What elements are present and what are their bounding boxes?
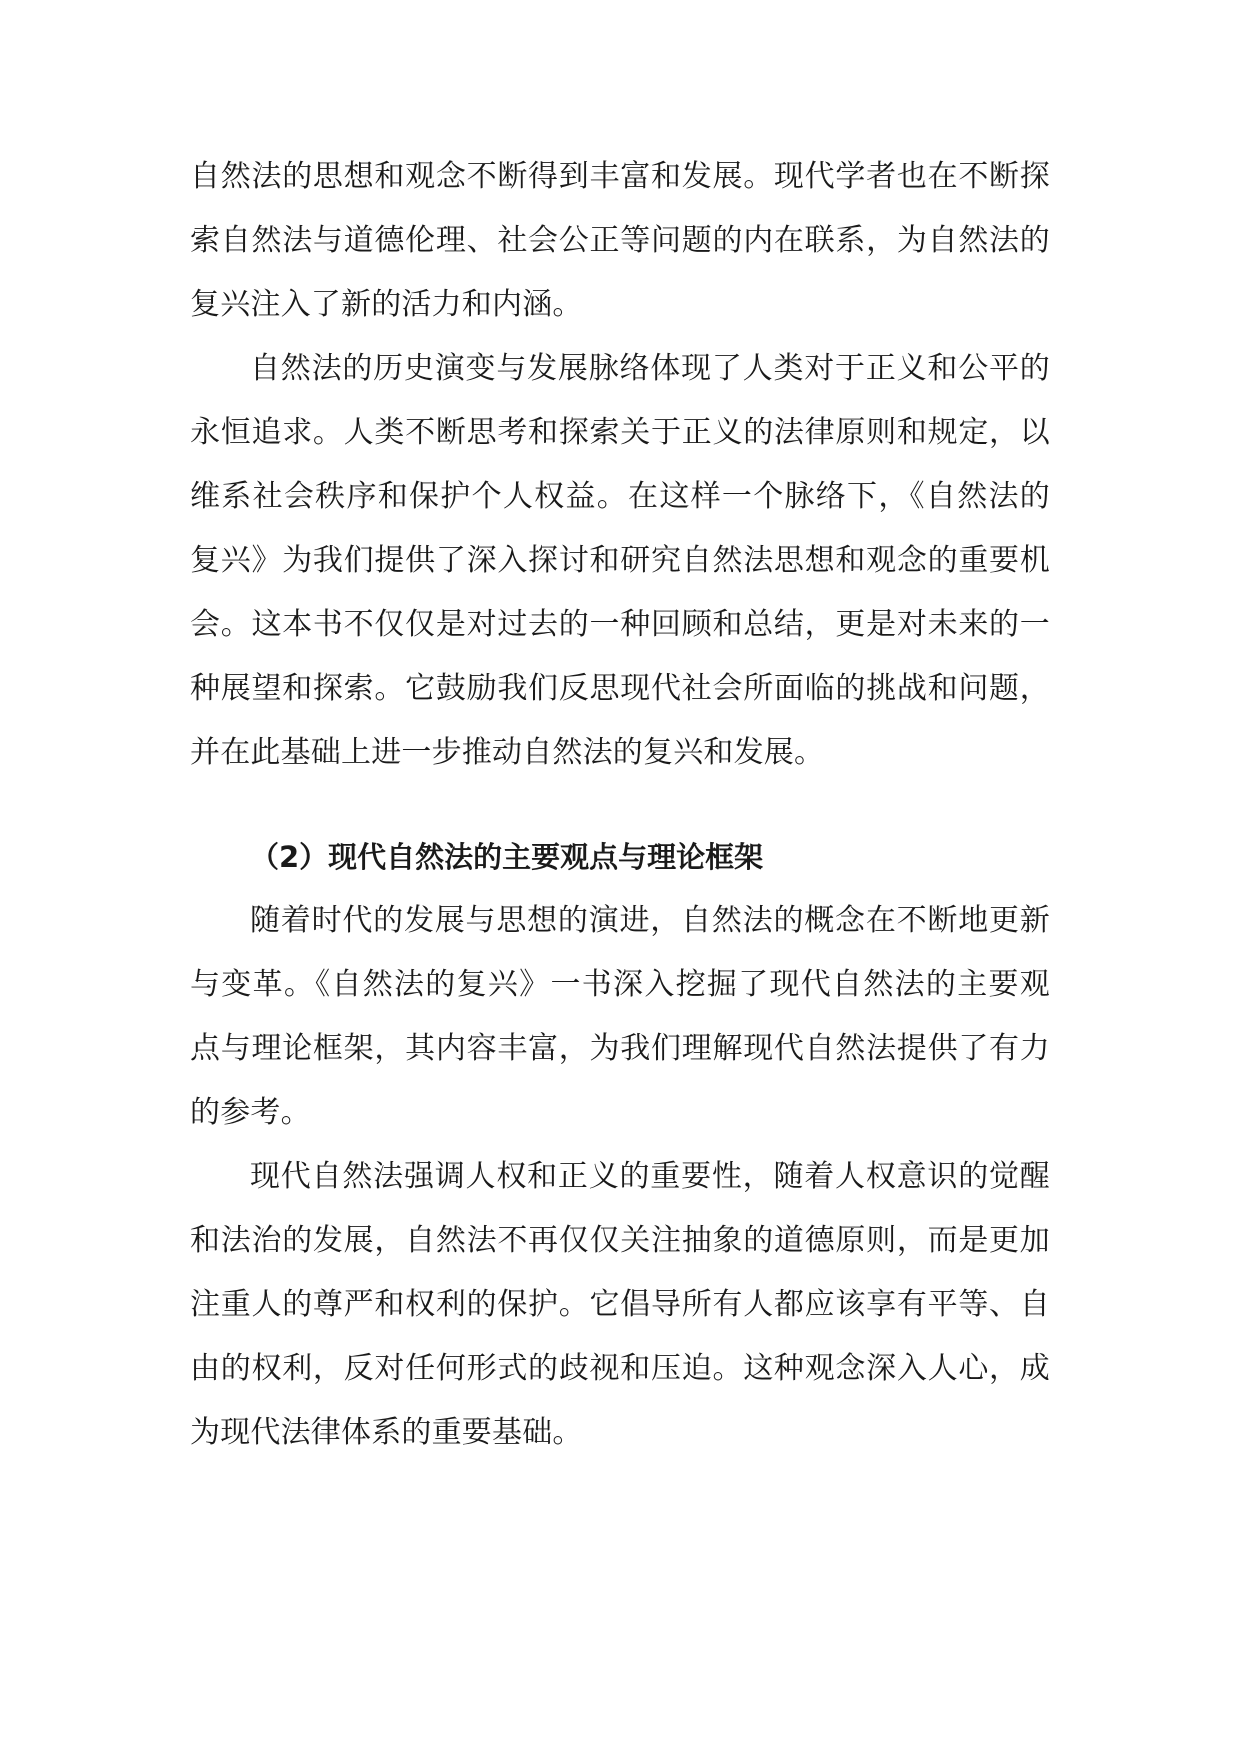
paragraph: 随着时代的发展与思想的演进，自然法的概念在不断地更新与变革。《自然法的复兴》一书深入挖掘了现代自然法的主要观点与理论框架，其内容丰富，为我们理解现代自然法提供了有力的参考。: [190, 903, 1050, 1130]
paragraph: 现代自然法强调人权和正义的重要性，随着人权意识的觉醒和法治的发展，自然法不再仅仅关注抽象的道德原则，而是更加注重人的尊严和权利的保护。它倡导所有人都应该享有平等、自由的权利，反对任何形式的歧视和压迫。这种观念深入人心，成为现代法律体系的重要基础。: [190, 1159, 1050, 1450]
paragraph-continued: 自然法的思想和观念不断得到丰富和发展。现代学者也在不断探索自然法与道德伦理、社会公正等问题的内在联系，为自然法的复兴注入了新的活力和内涵。: [190, 159, 1050, 322]
paragraph: 自然法的历史演变与发展脉络体现了人类对于正义和公平的永恒追求。人类不断思考和探索关于正义的法律原则和规定，以维系社会秩序和保护个人权益。在这样一个脉络下，《自然法的复兴》为我们提供了深入探讨和研究自然法思想和观念的重要机会。这本书不仅仅是对过去的一种回顾和总结，更是对未来的一种展望和探索。它鼓励我们反思现代社会所面临的挑战和问题，并在此基础上进一步推动自然法的复兴和发展。: [190, 351, 1050, 770]
text-column: [190, 145, 1050, 1465]
section-heading: （2）现代自然法的主要观点与理论框架: [250, 840, 764, 874]
